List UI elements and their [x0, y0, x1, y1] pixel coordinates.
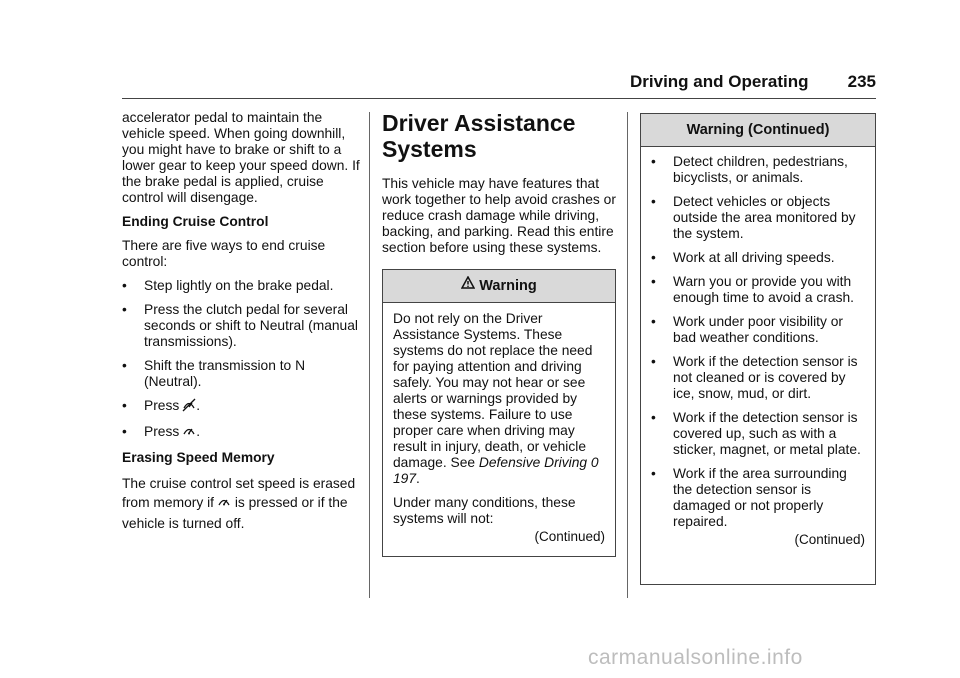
header-rule [122, 98, 876, 99]
warning-text: Do not rely on the Driver Assistance Systems. These systems do not replace the need for paying attention and driving safely. You may not hear or see alerts or warnings provided by these systems. Failure to use proper care when driving may result in injury, death, or vehicle damage. See Defensive Driving 0 197. [393, 311, 599, 486]
erasing-paragraph: The cruise control set speed is erased from memory if is pressed or if the vehicle is turned off. [122, 476, 356, 531]
column-divider [627, 112, 628, 598]
list-item: • Work under poor visibility or bad weather conditions. [651, 314, 843, 345]
list-item: • Work if the detection sensor is covered up, such as with a sticker, magnet, or metal plate. [651, 410, 861, 457]
cruise-on-off-icon [182, 424, 196, 442]
ending-intro: There are five ways to end cruise control: [122, 238, 326, 269]
cruise-cancel-icon [182, 398, 196, 416]
list-item: • Work if the area surrounding the detection sensor is damaged or not properly repaired. [651, 466, 847, 529]
list-item: • Step lightly on the brake pedal. [122, 278, 334, 293]
intro-paragraph: accelerator pedal to maintain the vehicle speed. When going downhill, you might have to brake or shift to a lower gear to keep your speed down. If the brake pedal is applied, cruise control will disengage. [122, 110, 360, 205]
section-heading: Driver Assistance Systems [382, 110, 576, 162]
warning-header: Warning [383, 270, 615, 303]
page-number: 235 [847, 72, 876, 91]
list-item: • Work at all driving speeds. [651, 250, 835, 265]
warning-triangle-icon [461, 270, 475, 302]
watermark: carmanualsonline.info [588, 646, 803, 669]
continued-label: (Continued) [794, 532, 865, 547]
list-item: • Detect vehicles or objects outside the area monitored by the system. [651, 194, 856, 241]
warning-continued-box [640, 113, 876, 585]
page-header [630, 72, 876, 94]
warning-text-2: Under many conditions, these systems will not: [393, 495, 576, 526]
list-item: • Press the clutch pedal for several seconds or shift to Neutral (manual transmissions). [122, 302, 358, 349]
ending-heading: Ending Cruise Control [122, 214, 269, 229]
section-intro: This vehicle may have features that work together to help avoid crashes or reduce crash damage while driving, backing, and parking. Read this entire section before using these systems. [382, 176, 616, 255]
list-item: • Press . [122, 398, 360, 416]
erasing-heading: Erasing Speed Memory [122, 450, 275, 465]
column-left [122, 110, 360, 541]
cruise-on-off-icon [217, 495, 231, 514]
list-item: • Work if the detection sensor is not cleaned or is covered by ice, snow, mud, or dirt. [651, 354, 858, 401]
reference-link[interactable]: Defensive Driving [478, 455, 588, 470]
warning-box [382, 269, 616, 557]
list-item: • Shift the transmission to N (Neutral). [122, 358, 306, 389]
warning-continued-header: Warning (Continued) [641, 114, 875, 147]
section-title: Driving and Operating [630, 72, 809, 91]
reference-page[interactable]: 0 197 [393, 455, 599, 486]
list-item: • Press . [122, 424, 360, 442]
column-middle [382, 110, 616, 264]
list-item: • Detect children, pedestrians, bicyclists, or animals. [651, 154, 848, 185]
column-divider [369, 112, 370, 598]
list-item: • Warn you or provide you with enough time to avoid a crash. [651, 274, 855, 305]
continued-label: (Continued) [534, 529, 605, 544]
